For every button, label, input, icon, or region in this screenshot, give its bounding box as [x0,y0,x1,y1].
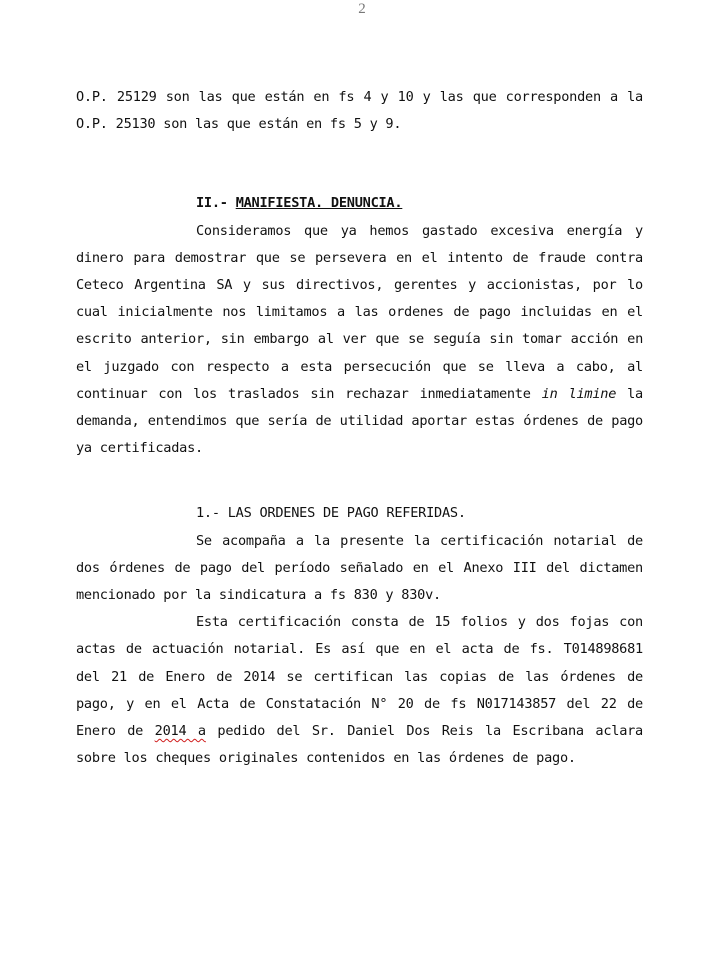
paragraph-denuncia [76,218,643,463]
section-heading-manifiesta [76,190,643,217]
paragraph-certificacion: Se acompaña a la presente la certificación notarial de dos órdenes de pago del período señalado en el Anexo III del dictamen mencionado por la sindicatura a fs 830 y 830v. [76,532,643,604]
spacer [76,462,643,500]
section-title: MANIFIESTA. DENUNCIA. [235,195,403,212]
page-number: 2 [358,1,366,17]
paragraph-text: Consideramos que ya hemos gastado excesiva energía y dinero para demostrar que se persevera en el intento de fraude contra Ceteco Argentina SA y sus directivos, gerentes y accionistas, por lo cual inicialmente nos limitamos a las ordenes de pago incluidas en el escrito anterior, sin embargo al ver que se seguía sin tomar acción en el juzgado con respecto a esta persecución que se lleva a cabo, al continuar con los traslados sin rechazar inmediatamente [76,222,643,402]
spellcheck-flagged-text[interactable]: 2014 a [154,723,206,740]
subsection-heading-ordenes: 1.- LAS ORDENES DE PAGO REFERIDAS. [196,505,466,522]
paragraph-text: pedido del Sr. Daniel Dos Reis la Escribana aclara sobre los cheques originales contenidos en las órdenes de pago. [76,723,643,767]
paragraph-folios [76,609,643,772]
spacer [76,138,643,190]
paragraph-text: Esta certificación consta de 15 folios y dos fojas con actas de actuación notarial. Es así que en el acta de fs. T014898681 del 21 de Enero de 2014 se certifican las copias de las órdenes de pago, y en el Acta de Constatación N° 20 de fs N017143857 del 22 de Enero de [76,614,643,740]
section-number: II.- [196,195,228,212]
paragraph-op-references: O.P. 25129 son las que están en fs 4 y 10 y las que corresponden a la O.P. 25130 son las que están en fs 5 y 9. [76,89,643,133]
italic-phrase: in limine [541,385,617,402]
paragraph-text: la demanda, entendimos que sería de utilidad aportar estas órdenes de pago ya certificadas. [76,385,643,457]
document-body [76,84,643,772]
